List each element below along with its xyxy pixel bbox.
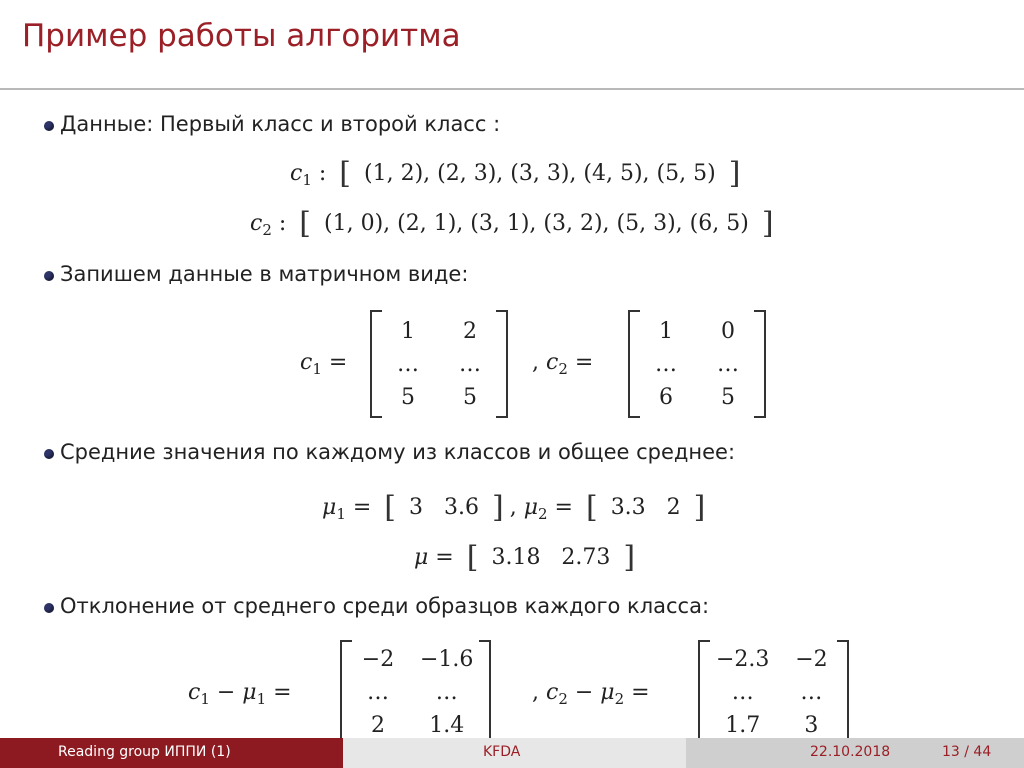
matrix-cell: 1	[401, 318, 415, 344]
slide-footer	[0, 738, 1024, 768]
matrix-cell: …	[459, 351, 481, 377]
matrix-cell: 5	[463, 384, 477, 410]
matrix-cell: …	[717, 351, 739, 377]
c2-points-text: (1, 0), (2, 1), (3, 1), (3, 2), (5, 3), (6, 5)	[324, 211, 749, 236]
matrix-cell: 1	[659, 318, 673, 344]
c1-points-text: (1, 2), (2, 3), (3, 3), (4, 5), (5, 5)	[364, 161, 716, 186]
mu2-values: 3.3 2	[610, 495, 681, 520]
bullet-icon	[44, 121, 54, 131]
c2-equals-label: , $c_2$ =	[532, 350, 594, 378]
bullet-text-3: Средние значения по каждому из классов и общее среднее:	[60, 440, 736, 464]
bullet-text-2: Запишем данные в матричном виде:	[60, 262, 469, 286]
matrix-cell: −2	[795, 647, 828, 672]
matrix-cell: −1.6	[420, 647, 474, 672]
matrix-c1	[370, 310, 508, 418]
c2-minus-mu2-label: , $c_2 - \mu_2$ =	[532, 680, 650, 708]
matrix-c1-dev	[340, 640, 491, 745]
matrix-cell: 2	[371, 713, 385, 738]
footer-date: 22.10.2018	[810, 744, 891, 760]
c1-minus-mu1-label: $c_1 - \mu_1$ =	[188, 680, 292, 708]
matrix-cell: 3	[804, 713, 819, 738]
equation-c1-points: $c_1$ : [ (1, 2), (2, 3), (3, 3), (4, 5), (5, 5) ]	[290, 156, 741, 191]
matrix-cell: …	[367, 680, 389, 705]
matrix-cell: …	[435, 680, 458, 705]
equation-mu1-mu2: $\mu_1$ = [ 3 3.6 ] , $\mu_2$ = [ 3.3 2 ]	[322, 490, 706, 525]
slide-title: Пример работы алгоритма	[22, 18, 461, 54]
bullet-matrix	[60, 262, 468, 286]
footer-left	[0, 738, 343, 768]
bullet-icon	[44, 271, 54, 281]
matrix-c2	[628, 310, 766, 418]
title-divider	[0, 88, 1024, 90]
matrix-cell: …	[655, 351, 677, 377]
matrix-cell: −2.3	[716, 647, 770, 672]
matrix-cell: −2	[361, 647, 395, 672]
bullet-text-4: Отклонение от среднего среди образцов каждого класса:	[60, 594, 710, 618]
footer-page-number: 13 / 44	[942, 744, 992, 760]
bullet-icon	[44, 449, 54, 459]
bullet-deviation	[60, 594, 709, 618]
matrix-cell: …	[731, 680, 754, 705]
matrix-c2-dev	[698, 640, 849, 745]
bullet-icon	[44, 603, 54, 613]
footer-right	[686, 738, 1024, 768]
mu-values: 3.18 2.73	[491, 545, 611, 570]
matrix-cell: 1.4	[429, 713, 465, 738]
bullet-means	[60, 440, 735, 464]
equation-mu: μ = [ 3.18 2.73 ]	[414, 540, 636, 575]
matrix-cell: 2	[463, 318, 477, 344]
equation-c2-points: $c_2$ : [ (1, 0), (2, 1), (3, 1), (3, 2), (5, 3), (6, 5) ]	[250, 206, 774, 241]
matrix-cell: …	[397, 351, 419, 377]
mu1-values: 3 3.6	[409, 495, 479, 520]
matrix-cell: 6	[659, 384, 673, 410]
matrix-cell: 5	[401, 384, 415, 410]
bullet-text-1: Данные: Первый класс и второй класс :	[60, 112, 501, 136]
matrix-cell: 5	[721, 384, 735, 410]
footer-author: Reading group ИППИ (1)	[58, 744, 231, 760]
footer-title: KFDA	[483, 744, 521, 760]
matrix-cell: 0	[721, 318, 735, 344]
bullet-data	[60, 112, 500, 136]
matrix-cell: 1.7	[725, 713, 761, 738]
matrix-cell: …	[800, 680, 823, 705]
footer-center	[343, 738, 686, 768]
c1-equals-label: $c_1$ =	[300, 350, 348, 378]
